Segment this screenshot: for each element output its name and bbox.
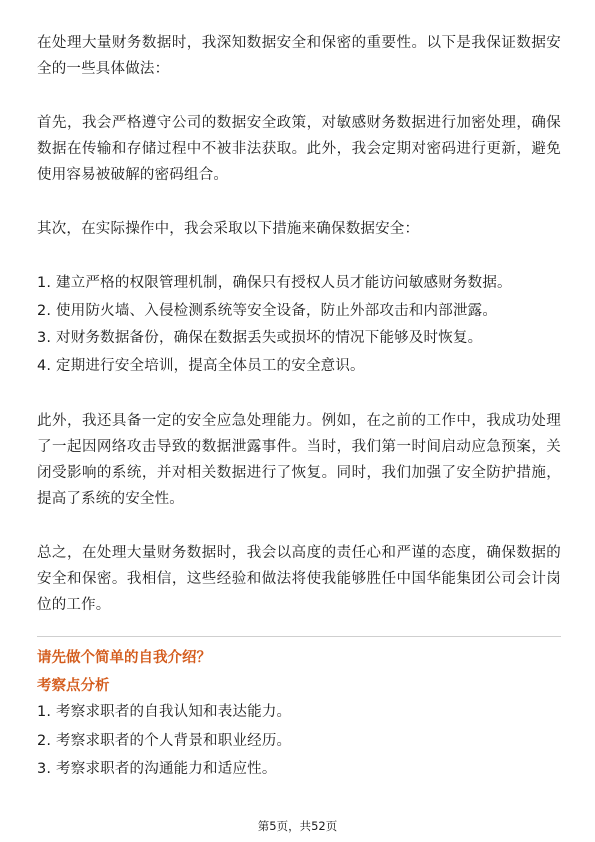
analysis-heading: 考察点分析 bbox=[37, 678, 110, 694]
conclusion-paragraph: 总之，在处理大量财务数据时，我会以高度的责任心和严谨的态度，确保数据的安全和保密。我相信，这些经验和做法将使我能够胜任中国华能集团公司会计岗位的工作。 bbox=[37, 545, 561, 613]
list-item: 3. 对财务数据备份，确保在数据丢失或损坏的情况下能够及时恢复。 bbox=[37, 330, 483, 346]
list-item: 2. 使用防火墙、入侵检测系统等安全设备，防止外部攻击和内部泄露。 bbox=[37, 302, 498, 319]
spacer bbox=[37, 242, 561, 270]
section-divider bbox=[37, 636, 561, 637]
document-page bbox=[37, 30, 561, 784]
list-item: 4. 定期进行安全培训，提高全体员工的安全意识。 bbox=[37, 357, 365, 374]
second-paragraph: 其次，在实际操作中，我会采取以下措施来确保数据安全： bbox=[37, 221, 420, 237]
list-item: 1. 考察求职者的自我认知和表达能力。 bbox=[37, 704, 292, 720]
list-item: 2. 考察求职者的个人背景和职业经历。 bbox=[37, 732, 292, 749]
spacer bbox=[37, 380, 561, 408]
intro-paragraph: 在处理大量财务数据时，我深知数据安全和保密的重要性。以下是我保证数据安全的一些具体做法： bbox=[37, 35, 561, 77]
first-paragraph: 首先，我会严格遵守公司的数据安全政策，对敏感财务数据进行加密处理，确保数据在传输和存储过程中不被非法获取。此外，我会定期对密码进行更新，避免使用容易被破解的密码组合。 bbox=[37, 115, 561, 183]
emergency-paragraph: 此外，我还具备一定的安全应急处理能力。例如，在之前的工作中，我成功处理了一起因网络攻击导致的数据泄露事件。当时，我们第一时间启动应急预案，关闭受影响的系统，并对相关数据进行了恢复。同时，我们加强了安全防护措施，提高了系统的安全性。 bbox=[37, 413, 561, 507]
list-item: 3. 考察求职者的沟通能力和适应性。 bbox=[37, 761, 277, 777]
question-title: 请先做个简单的自我介绍？ bbox=[37, 650, 211, 666]
page-number: 第5页，共52页 bbox=[257, 819, 338, 833]
list-item: 1. 建立严格的权限管理机制，确保只有授权人员才能访问敏感财务数据。 bbox=[37, 275, 512, 291]
analysis-points-list bbox=[37, 698, 561, 784]
spacer bbox=[37, 512, 561, 540]
spacer bbox=[37, 188, 561, 216]
spacer bbox=[37, 82, 561, 110]
measures-list bbox=[37, 270, 561, 380]
